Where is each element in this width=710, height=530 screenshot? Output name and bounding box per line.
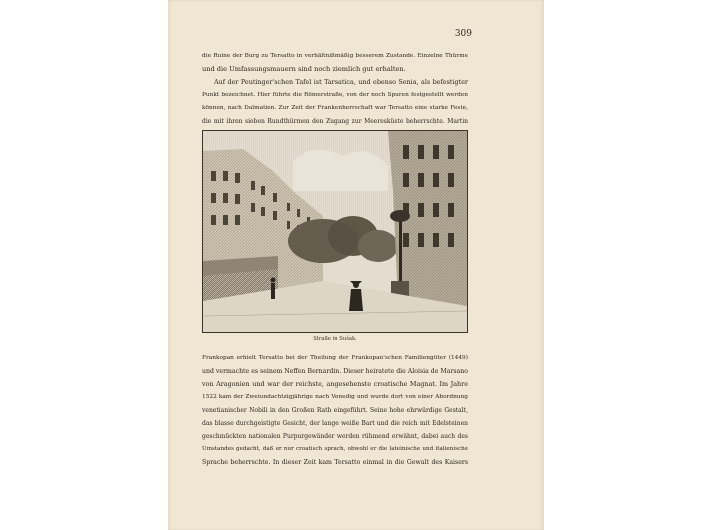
street-engraving — [202, 130, 468, 333]
text-line: 1522 kam der Zweiundachtzigjährige nach Venedig und wurde dort von einer Abordnung — [202, 394, 468, 400]
text-line: die mit ihren sieben Rundthürmen den Zugang zur Meeresküste beherrschte. Martin — [202, 118, 468, 125]
page-number: 309 — [454, 29, 472, 39]
engraving-image — [203, 131, 467, 332]
top-paragraph — [202, 50, 468, 128]
text-line: die Ruine der Burg zu Tersatto in verhältnißmäßig besserem Zustande. Einzelne Thürme — [202, 53, 468, 59]
text-line: geschmückten nationalen Purpurgewänder werden rühmend erwähnt, dabei auch des — [202, 433, 468, 440]
text-line: Frankopan erhielt Tersatto bei der Theilung der Frankopan'schen Familiengüter (1449) — [202, 355, 468, 361]
text-line: Umstandes gedacht, daß er nur croatisch sprach, obwohl er die lateinische und italienische — [202, 446, 468, 452]
text-line: von Aragonien und war der reichste, angesehenste croatische Magnat. Im Jahre — [202, 380, 468, 388]
text-line: das blasse durchgeistigte Gesicht, der lange weiße Bart und die reich mit Edelsteinen — [202, 420, 468, 427]
text-line: können, nach Dalmatien. Zur Zeit der Frankenherrschaft war Tersatto eine starke Feste, — [202, 105, 468, 111]
text-line: venetianischer Nobili in den Großen Rath eingeführt. Seine hohe ehrwürdige Gestalt, — [202, 407, 468, 414]
text-line: Auf der Peutinger'schen Tafel ist Tarsatica, und ebenso Senia, als befestigter — [214, 78, 468, 86]
text-line: und vermachte es seinem Neffen Bernardin. Dieser heiratete die Aloisia de Marsano — [202, 368, 468, 375]
illustration-caption: Straße in Sušak. — [313, 336, 357, 342]
bottom-paragraph — [202, 352, 468, 469]
text-line: Sprache beherrschte. In dieser Zeit kam Tersatto einmal in die Gewalt des Kaisers — [202, 459, 468, 466]
text-line: Punkt bezeichnet. Hier führte die Römerstraße, von der noch Spuren festgestellt werden — [202, 92, 468, 98]
text-line: und die Umfassungsmauern sind noch ziemlich gut erhalten. — [202, 65, 406, 73]
